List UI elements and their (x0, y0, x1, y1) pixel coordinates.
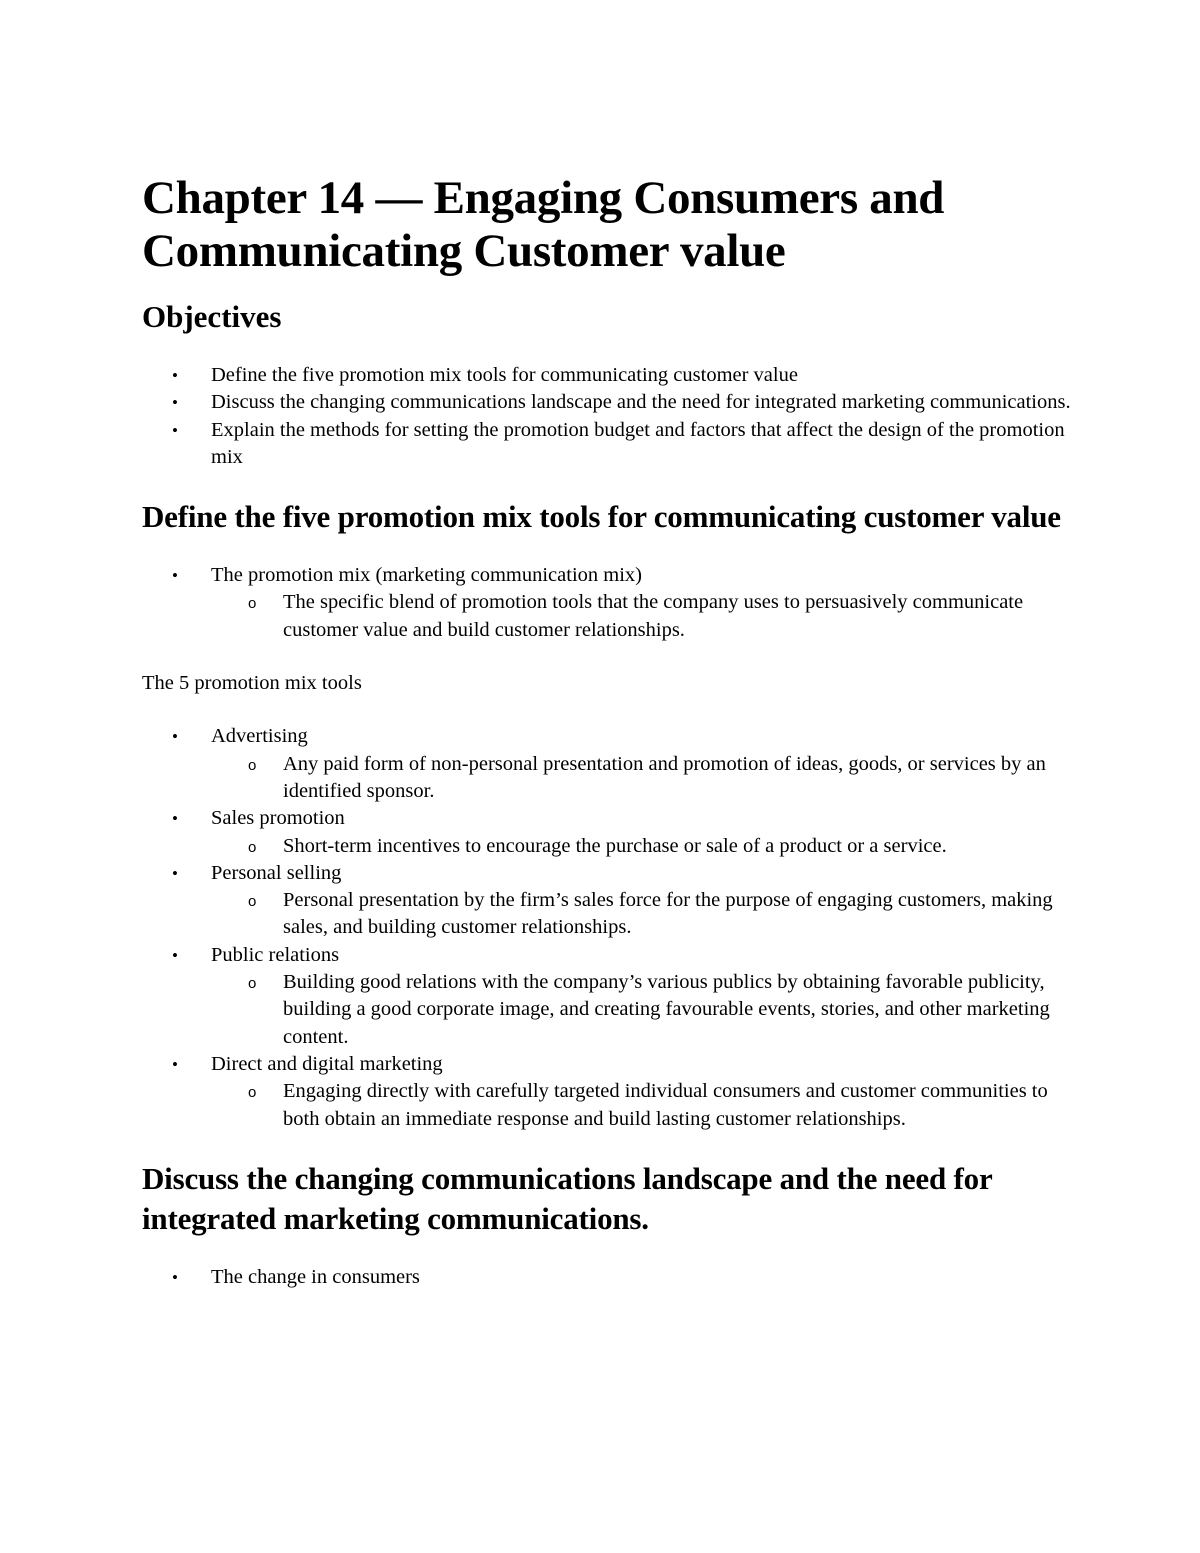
bullet-icon: • (172, 945, 178, 965)
bullet-icon: • (172, 1267, 178, 1287)
circle-bullet-icon: o (248, 838, 257, 856)
bullet-icon: • (172, 393, 178, 413)
sub-list-item (142, 589, 1072, 644)
promotion-tools-list (142, 723, 1072, 1132)
tool-item-direct-digital-marketing (142, 1051, 1072, 1133)
list-item-text: The change in consumers (211, 1265, 420, 1288)
sub-list (211, 833, 1072, 860)
communications-landscape-list (142, 1264, 1072, 1291)
objective-text: Discuss the changing communications landscape and the need for integrated marketing communications. (211, 391, 1071, 414)
sub-list (211, 589, 1072, 644)
document-body (142, 172, 1072, 1291)
bullet-icon: • (172, 366, 178, 385)
bullet-icon: • (172, 809, 178, 829)
tool-name: Public relations (211, 943, 340, 966)
bullet-icon: • (172, 566, 178, 586)
list-item-text: The promotion mix (marketing communication mix) (211, 564, 642, 587)
sub-list (211, 751, 1072, 806)
objectives-list (142, 362, 1072, 471)
tool-definition: Personal presentation by the firm’s sales force for the purpose of engaging customers, making sales, and building customer relationships. (283, 889, 1053, 939)
section-heading-promotion-mix: Define the five promotion mix tools for communicating customer value (142, 499, 1061, 535)
sub-list-item (142, 751, 1072, 806)
sub-list-item (142, 833, 1072, 860)
promotion-mix-list (142, 562, 1072, 644)
bullet-icon: • (172, 863, 178, 883)
circle-bullet-icon: o (248, 1084, 257, 1102)
bullet-icon: • (172, 1054, 178, 1074)
sub-list-item (142, 887, 1072, 942)
tool-name: Personal selling (211, 861, 342, 884)
section-heading-communications-landscape: Discuss the changing communications landscape and the need for integrated marketing communications. (142, 1160, 992, 1236)
tool-name: Advertising (211, 725, 308, 748)
bullet-icon: • (172, 727, 178, 747)
objective-text: Define the five promotion mix tools for communicating customer value (211, 364, 798, 386)
tool-definition: Any paid form of non-personal presentation and promotion of ideas, goods, or services by an identified sponsor. (283, 752, 1046, 802)
sub-list (211, 969, 1072, 1051)
chapter-title: Chapter 14 — Engaging Consumers and Communicating Customer value (142, 172, 945, 277)
sub-list-item (142, 969, 1072, 1051)
tool-definition: Engaging directly with carefully targeted individual consumers and customer communities to both obtain an immediate response and build lasting customer relationships. (283, 1080, 1048, 1130)
tool-item-sales-promotion (142, 805, 1072, 860)
tool-item-personal-selling (142, 860, 1072, 942)
circle-bullet-icon: o (248, 893, 257, 911)
circle-bullet-icon: o (248, 595, 257, 613)
bullet-icon: • (172, 420, 178, 440)
list-item (142, 562, 1072, 644)
sub-item-text: The specific blend of promotion tools that the company uses to persuasively communicate customer value and build customer relationships. (283, 591, 1024, 641)
list-item (142, 417, 1072, 472)
tool-item-public-relations (142, 942, 1072, 1051)
sub-list-item (142, 1078, 1072, 1133)
tools-label: The 5 promotion mix tools (142, 672, 362, 695)
tool-name: Sales promotion (211, 807, 345, 830)
objectives-heading: Objectives (142, 299, 282, 334)
list-item (142, 1264, 1072, 1291)
list-item (142, 362, 1072, 389)
circle-bullet-icon: o (248, 756, 257, 774)
list-item (142, 389, 1072, 416)
tool-definition: Building good relations with the company’s various publics by obtaining favorable publicity, building a good corporate image, and creating favourable events, stories, and other marketing content. (283, 971, 1050, 1048)
sub-list (211, 1078, 1072, 1133)
sub-list (211, 887, 1072, 942)
objective-text: Explain the methods for setting the promotion budget and factors that affect the design of the promotion mix (211, 418, 1065, 468)
circle-bullet-icon: o (248, 975, 257, 993)
tool-definition: Short-term incentives to encourage the purchase or sale of a product or a service. (283, 834, 947, 857)
tool-name: Direct and digital marketing (211, 1052, 443, 1075)
tool-item-advertising (142, 723, 1072, 805)
